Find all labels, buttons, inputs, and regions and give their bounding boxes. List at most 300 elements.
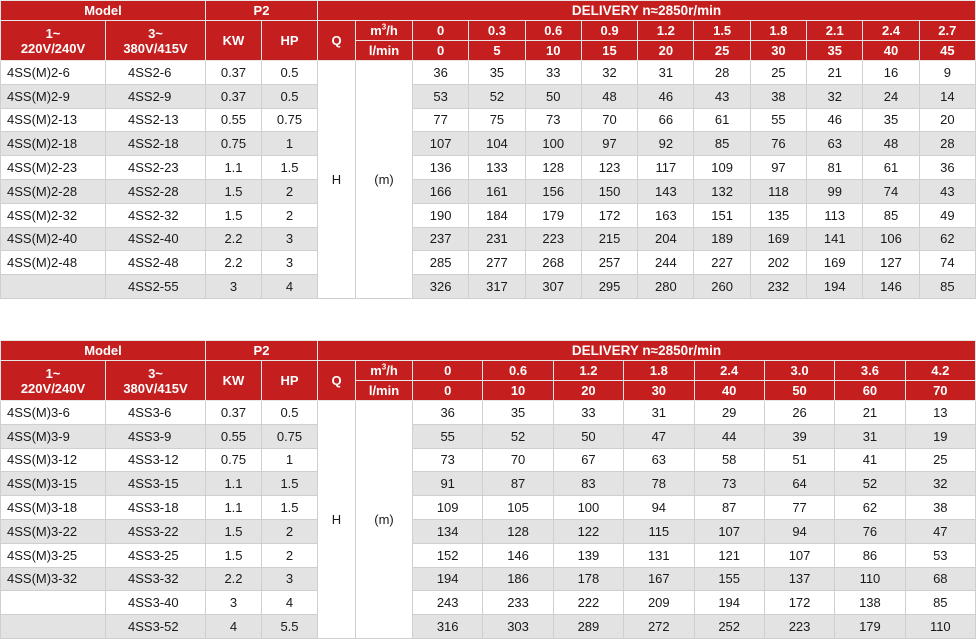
head-value: 134 [413,519,483,543]
head-value: 179 [525,203,581,227]
head-value: 184 [469,203,525,227]
model-three-phase: 4SS2-18 [106,132,206,156]
head-value: 31 [638,61,694,85]
flow-m3h-value: 0.6 [483,361,553,381]
head-value: 25 [905,448,975,472]
head-value: 295 [581,275,637,299]
flow-unit-lmin: l/min [356,41,413,61]
head-value: 78 [624,472,694,496]
power-hp: 1 [262,448,318,472]
model-three-phase: 4SS3-22 [106,519,206,543]
head-value: 110 [835,567,905,591]
hp-header: HP [262,21,318,61]
head-value: 222 [553,591,623,615]
flow-unit-lmin: l/min [356,381,413,401]
model-single-phase [1,591,106,615]
flow-unit-m3h: $m^3/h$ [356,21,413,41]
power-hp: 3 [262,567,318,591]
head-value: 104 [469,132,525,156]
model-three-phase: 4SS3-52 [106,615,206,639]
head-value: 74 [863,179,919,203]
head-value: 52 [469,84,525,108]
flow-lmin-value: 70 [905,381,975,401]
head-value: 25 [750,61,806,85]
head-value: 227 [694,251,750,275]
head-value: 31 [624,401,694,425]
flow-lmin-value: 25 [694,41,750,61]
head-value: 135 [750,203,806,227]
head-value: 280 [638,275,694,299]
model-single-phase: 4SS(M)3-22 [1,519,106,543]
head-value: 92 [638,132,694,156]
head-value: 38 [750,84,806,108]
head-value: 163 [638,203,694,227]
flow-unit-m3h: $m^3/h$ [356,361,413,381]
head-value: 231 [469,227,525,251]
flow-lmin-value: 10 [525,41,581,61]
head-value: 26 [764,401,834,425]
head-value: 151 [694,203,750,227]
power-kw: 1.5 [206,543,262,567]
head-value: 35 [863,108,919,132]
head-value: 24 [863,84,919,108]
table-row [1,156,976,180]
head-value: 43 [919,179,975,203]
model-header: Model [1,1,206,21]
model-three-phase: 4SS2-55 [106,275,206,299]
head-value: 204 [638,227,694,251]
flow-m3h-value: 3.0 [764,361,834,381]
three-phase-header: 3~ 380V/415V [106,361,206,401]
head-value: 44 [694,424,764,448]
model-single-phase: 4SS(M)3-32 [1,567,106,591]
head-value: 143 [638,179,694,203]
power-kw: 1.5 [206,519,262,543]
flow-m3h-value: 1.8 [624,361,694,381]
flow-lmin-value: 10 [483,381,553,401]
power-hp: 1 [262,132,318,156]
flow-m3h-value: 2.1 [807,21,863,41]
model-three-phase: 4SS3-9 [106,424,206,448]
model-three-phase: 4SS3-32 [106,567,206,591]
delivery-header: DELIVERY n≈2850r/min [318,341,976,361]
head-value: 97 [750,156,806,180]
head-value: 131 [624,543,694,567]
model-single-phase: 4SS(M)2-40 [1,227,106,251]
head-value: 169 [750,227,806,251]
flow-lmin-value: 30 [750,41,806,61]
power-hp: 0.5 [262,61,318,85]
head-value: 48 [863,132,919,156]
model-three-phase: 4SS3-15 [106,472,206,496]
head-unit: (m) [356,401,413,639]
head-value: 127 [863,251,919,275]
head-value: 91 [413,472,483,496]
head-value: 43 [694,84,750,108]
head-value: 169 [807,251,863,275]
head-value: 14 [919,84,975,108]
model-single-phase [1,275,106,299]
p2-header: P2 [206,1,318,21]
head-value: 166 [413,179,469,203]
head-value: 107 [764,543,834,567]
flow-lmin-value: 0 [413,41,469,61]
table-row [1,615,976,639]
head-value: 48 [581,84,637,108]
head-value: 63 [807,132,863,156]
head-value: 94 [764,519,834,543]
model-three-phase: 4SS2-32 [106,203,206,227]
head-value: 36 [413,61,469,85]
model-single-phase: 4SS(M)2-6 [1,61,106,85]
head-value: 35 [469,61,525,85]
head-value: 62 [835,496,905,520]
model-three-phase: 4SS2-13 [106,108,206,132]
model-three-phase: 4SS2-28 [106,179,206,203]
head-value: 73 [694,472,764,496]
head-value: 36 [919,156,975,180]
power-kw: 2.2 [206,251,262,275]
head-value: 29 [694,401,764,425]
flow-lmin-value: 50 [764,381,834,401]
head-value: 85 [905,591,975,615]
single-phase-header: 1~ 220V/240V [1,361,106,401]
flow-m3h-value: 1.8 [750,21,806,41]
power-kw: 3 [206,275,262,299]
head-value: 63 [624,448,694,472]
head-value: 215 [581,227,637,251]
three-phase-header: 3~ 380V/415V [106,21,206,61]
table-row [1,179,976,203]
pump-performance-table-1 [0,0,976,299]
head-value: 105 [483,496,553,520]
head-value: 28 [694,61,750,85]
head-value: 132 [694,179,750,203]
model-single-phase: 4SS(M)3-18 [1,496,106,520]
model-single-phase: 4SS(M)2-13 [1,108,106,132]
table-row [1,567,976,591]
flow-lmin-value: 45 [919,41,975,61]
head-value: 33 [553,401,623,425]
flow-lmin-value: 15 [581,41,637,61]
head-value: 317 [469,275,525,299]
head-value: 237 [413,227,469,251]
head-value: 121 [694,543,764,567]
head-value: 194 [413,567,483,591]
table-row [1,401,976,425]
flow-m3h-value: 0.9 [581,21,637,41]
flow-lmin-value: 35 [807,41,863,61]
table-row [1,108,976,132]
flow-m3h-value: 2.4 [694,361,764,381]
model-single-phase: 4SS(M)2-18 [1,132,106,156]
head-value: 138 [835,591,905,615]
model-three-phase: 4SS3-18 [106,496,206,520]
flow-lmin-value: 5 [469,41,525,61]
head-value: 32 [905,472,975,496]
model-single-phase: 4SS(M)3-9 [1,424,106,448]
kw-header: KW [206,21,262,61]
head-value: 85 [694,132,750,156]
power-hp: 2 [262,519,318,543]
head-value: 76 [835,519,905,543]
head-value: 99 [807,179,863,203]
head-value: 21 [835,401,905,425]
head-value: 233 [483,591,553,615]
single-phase-header: 1~ 220V/240V [1,21,106,61]
head-value: 243 [413,591,483,615]
head-value: 244 [638,251,694,275]
flow-lmin-value: 40 [863,41,919,61]
q-header: Q [318,361,356,401]
model-three-phase: 4SS3-40 [106,591,206,615]
head-value: 49 [919,203,975,227]
power-kw: 1.1 [206,156,262,180]
head-value: 115 [624,519,694,543]
flow-m3h-value: 2.7 [919,21,975,41]
table-row [1,61,976,85]
head-value: 97 [581,132,637,156]
flow-m3h-value: 0.3 [469,21,525,41]
head-value: 155 [694,567,764,591]
head-value: 19 [905,424,975,448]
head-value: 83 [553,472,623,496]
head-value: 53 [413,84,469,108]
head-value: 150 [581,179,637,203]
head-value: 73 [413,448,483,472]
head-value: 52 [835,472,905,496]
power-hp: 2 [262,179,318,203]
model-single-phase: 4SS(M)2-9 [1,84,106,108]
table-row [1,203,976,227]
kw-header: KW [206,361,262,401]
head-value: 209 [624,591,694,615]
head-value: 77 [764,496,834,520]
model-single-phase: 4SS(M)2-32 [1,203,106,227]
model-three-phase: 4SS2-9 [106,84,206,108]
head-value: 202 [750,251,806,275]
power-kw: 0.37 [206,84,262,108]
model-single-phase [1,615,106,639]
power-hp: 2 [262,543,318,567]
head-value: 53 [905,543,975,567]
head-value: 41 [835,448,905,472]
head-value: 39 [764,424,834,448]
table-row [1,251,976,275]
table-row [1,472,976,496]
head-value: 32 [581,61,637,85]
head-value: 47 [905,519,975,543]
head-value: 85 [863,203,919,227]
head-value: 141 [807,227,863,251]
table-row [1,448,976,472]
model-three-phase: 4SS2-23 [106,156,206,180]
flow-m3h-value: 1.2 [553,361,623,381]
power-hp: 0.75 [262,424,318,448]
power-hp: 1.5 [262,496,318,520]
head-value: 307 [525,275,581,299]
head-value: 52 [483,424,553,448]
head-value: 62 [919,227,975,251]
head-value: 252 [694,615,764,639]
head-label: H [318,401,356,639]
table-row [1,227,976,251]
power-kw: 2.2 [206,227,262,251]
flow-m3h-value: 3.6 [835,361,905,381]
head-value: 81 [807,156,863,180]
head-value: 107 [413,132,469,156]
head-value: 303 [483,615,553,639]
flow-m3h-value: 0.6 [525,21,581,41]
model-single-phase: 4SS(M)3-25 [1,543,106,567]
head-value: 64 [764,472,834,496]
head-value: 189 [694,227,750,251]
head-value: 36 [413,401,483,425]
power-hp: 3 [262,251,318,275]
head-value: 106 [863,227,919,251]
head-value: 51 [764,448,834,472]
model-header: Model [1,341,206,361]
head-value: 190 [413,203,469,227]
head-value: 178 [553,567,623,591]
head-value: 38 [905,496,975,520]
head-value: 66 [638,108,694,132]
head-value: 13 [905,401,975,425]
head-value: 70 [483,448,553,472]
power-hp: 4 [262,275,318,299]
flow-lmin-value: 30 [624,381,694,401]
head-value: 55 [413,424,483,448]
head-value: 87 [694,496,764,520]
head-value: 50 [553,424,623,448]
table-row [1,132,976,156]
head-label: H [318,61,356,299]
head-value: 268 [525,251,581,275]
pump-performance-table-2 [0,340,976,639]
head-value: 100 [553,496,623,520]
head-value: 100 [525,132,581,156]
head-value: 77 [413,108,469,132]
power-kw: 1.1 [206,496,262,520]
head-value: 68 [905,567,975,591]
model-single-phase: 4SS(M)3-6 [1,401,106,425]
flow-lmin-value: 40 [694,381,764,401]
flow-m3h-value: 1.5 [694,21,750,41]
power-hp: 4 [262,591,318,615]
model-three-phase: 4SS2-6 [106,61,206,85]
head-value: 46 [638,84,694,108]
power-hp: 1.5 [262,472,318,496]
head-value: 223 [764,615,834,639]
head-value: 87 [483,472,553,496]
head-value: 152 [413,543,483,567]
power-kw: 0.37 [206,61,262,85]
flow-lmin-value: 60 [835,381,905,401]
head-value: 33 [525,61,581,85]
head-value: 28 [919,132,975,156]
table-row [1,84,976,108]
power-kw: 2.2 [206,567,262,591]
model-three-phase: 4SS2-48 [106,251,206,275]
head-value: 326 [413,275,469,299]
model-single-phase: 4SS(M)3-12 [1,448,106,472]
head-value: 260 [694,275,750,299]
head-value: 9 [919,61,975,85]
model-single-phase: 4SS(M)2-28 [1,179,106,203]
power-hp: 1.5 [262,156,318,180]
head-value: 20 [919,108,975,132]
flow-lmin-value: 0 [413,381,483,401]
head-value: 113 [807,203,863,227]
flow-m3h-value: 1.2 [638,21,694,41]
head-value: 94 [624,496,694,520]
head-value: 257 [581,251,637,275]
table-row [1,591,976,615]
head-value: 167 [624,567,694,591]
head-value: 61 [863,156,919,180]
table-row [1,496,976,520]
model-three-phase: 4SS3-6 [106,401,206,425]
head-value: 118 [750,179,806,203]
head-value: 194 [694,591,764,615]
power-kw: 0.75 [206,448,262,472]
head-value: 67 [553,448,623,472]
head-value: 74 [919,251,975,275]
head-value: 172 [764,591,834,615]
p2-header: P2 [206,341,318,361]
power-kw: 0.75 [206,132,262,156]
head-value: 272 [624,615,694,639]
table-row [1,424,976,448]
table-row [1,543,976,567]
head-value: 16 [863,61,919,85]
head-value: 285 [413,251,469,275]
head-value: 61 [694,108,750,132]
flow-m3h-value: 4.2 [905,361,975,381]
head-value: 32 [807,84,863,108]
head-value: 31 [835,424,905,448]
head-value: 146 [483,543,553,567]
power-kw: 0.37 [206,401,262,425]
head-value: 289 [553,615,623,639]
model-three-phase: 4SS3-25 [106,543,206,567]
head-value: 58 [694,448,764,472]
head-value: 277 [469,251,525,275]
head-value: 75 [469,108,525,132]
power-kw: 0.55 [206,108,262,132]
flow-m3h-value: 2.4 [863,21,919,41]
hp-header: HP [262,361,318,401]
head-value: 139 [553,543,623,567]
head-value: 55 [750,108,806,132]
head-value: 46 [807,108,863,132]
head-value: 172 [581,203,637,227]
flow-m3h-value: 0 [413,361,483,381]
power-kw: 0.55 [206,424,262,448]
head-value: 194 [807,275,863,299]
head-value: 117 [638,156,694,180]
model-single-phase: 4SS(M)2-23 [1,156,106,180]
model-three-phase: 4SS3-12 [106,448,206,472]
q-header: Q [318,21,356,61]
power-hp: 5.5 [262,615,318,639]
head-value: 128 [525,156,581,180]
power-hp: 3 [262,227,318,251]
power-kw: 3 [206,591,262,615]
head-value: 146 [863,275,919,299]
power-hp: 0.5 [262,401,318,425]
head-value: 123 [581,156,637,180]
